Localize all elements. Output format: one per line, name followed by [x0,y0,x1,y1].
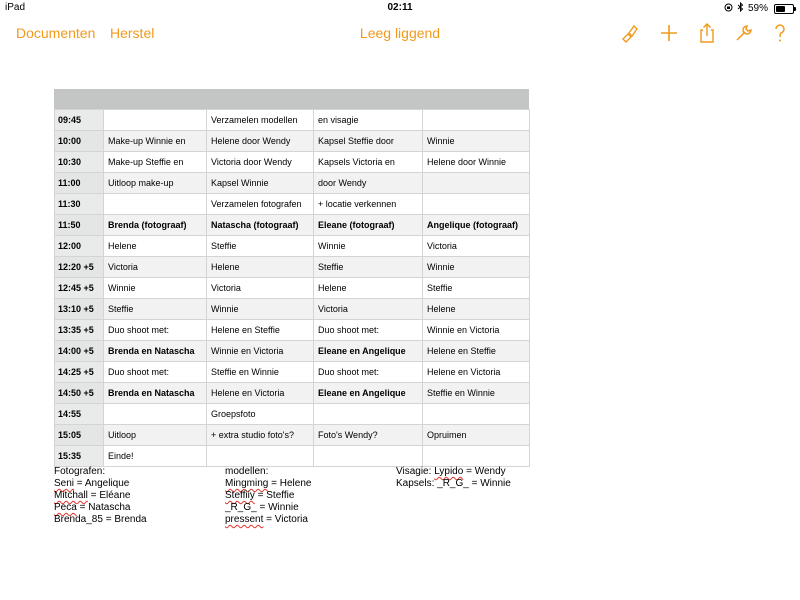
legend-visagie [396,466,511,490]
table-body [55,110,530,467]
table-cell[interactable]: Uitloop [104,425,207,446]
time-cell[interactable]: 15:35 [55,446,104,467]
table-cell[interactable] [207,446,314,467]
table-cell[interactable] [423,446,530,467]
legend-fotografen [54,466,147,526]
table-cell[interactable]: Winnie [423,131,530,152]
legend-modellen [225,466,311,526]
battery-icon [774,4,794,14]
table-row [55,257,530,278]
table-row [55,446,530,467]
table-row [55,152,530,173]
table-cell[interactable]: Uitloop make-up [104,173,207,194]
table-row [55,194,530,215]
table-cell[interactable]: Winnie [207,299,314,320]
device-name: iPad [5,2,26,13]
time-cell[interactable]: 13:35 +5 [55,320,104,341]
table-cell[interactable]: Helene [314,278,423,299]
table-cell[interactable]: Duo shoot met: [314,320,423,341]
table-cell[interactable] [423,110,530,131]
status-bar [0,0,800,16]
bluetooth-icon [737,2,744,15]
table-cell[interactable]: Helene en Victoria [423,362,530,383]
legend-heading: modellen: [225,466,269,477]
table-cell[interactable]: Kapsels Victoria en [314,152,423,173]
table-row [55,404,530,425]
help-icon[interactable] [769,22,791,44]
table-cell[interactable]: Kapsel Steffie door [314,131,423,152]
table-row [55,278,530,299]
table-cell[interactable]: Brenda (fotograaf) [104,215,207,236]
table-cell[interactable]: Winnie en Victoria [207,341,314,362]
documents-button[interactable]: Documenten [16,25,96,41]
table-cell[interactable]: Winnie [104,278,207,299]
legend-item: Peca = Natascha [54,502,131,513]
table-cell[interactable]: Brenda en Natascha [104,341,207,362]
table-cell[interactable]: Victoria [104,257,207,278]
table-cell[interactable]: Steffie [207,236,314,257]
table-cell[interactable]: Winnie en Victoria [423,320,530,341]
table-cell[interactable]: Helene door Wendy [207,131,314,152]
table-cell[interactable] [423,173,530,194]
table-cell[interactable] [423,404,530,425]
table-cell[interactable]: + extra studio foto's? [207,425,314,446]
wrench-icon[interactable] [733,22,755,44]
table-cell[interactable]: Opruimen [423,425,530,446]
table-cell[interactable]: Eleane (fotograaf) [314,215,423,236]
table-cell[interactable]: Eleane en Angelique [314,341,423,362]
time-cell[interactable]: 11:00 [55,173,104,194]
table-cell[interactable]: Victoria [314,299,423,320]
time-cell[interactable]: 11:30 [55,194,104,215]
legend-item: Seni = Angelique [54,478,130,489]
table-cell[interactable]: Einde! [104,446,207,467]
lock-rotation-icon [724,3,733,15]
time-cell[interactable]: 14:55 [55,404,104,425]
format-brush-icon[interactable] [619,22,641,44]
time-cell[interactable]: 13:10 +5 [55,299,104,320]
table-cell[interactable]: Helene en Victoria [207,383,314,404]
table-cell[interactable]: Groepsfoto [207,404,314,425]
table-cell[interactable]: Foto's Wendy? [314,425,423,446]
table-cell[interactable] [423,194,530,215]
table-row [55,299,530,320]
table-cell[interactable]: Steffie [104,299,207,320]
time-cell[interactable]: 14:50 +5 [55,383,104,404]
table-row [55,110,530,131]
time-cell[interactable]: 12:20 +5 [55,257,104,278]
table-cell[interactable]: Brenda en Natascha [104,383,207,404]
table-cell[interactable]: Helene door Winnie [423,152,530,173]
table-cell[interactable]: Make-up Steffie en [104,152,207,173]
table-row [55,173,530,194]
table-cell[interactable]: Natascha (fotograaf) [207,215,314,236]
legend-item: Kapsels: _R_G_ = Winnie [396,478,511,489]
document-title[interactable]: Leeg liggend [359,25,441,41]
battery-percent: 59% [747,3,768,14]
table-cell[interactable]: Helene en Steffie [207,320,314,341]
share-icon[interactable] [696,22,718,44]
table-cell[interactable]: Steffie en Winnie [423,383,530,404]
undo-button[interactable]: Herstel [110,25,155,41]
table-row [55,215,530,236]
table-cell[interactable]: Verzamelen modellen [207,110,314,131]
status-icons [724,2,794,15]
time-cell[interactable]: 15:05 [55,425,104,446]
time-cell[interactable]: 11:50 [55,215,104,236]
time-cell[interactable]: 14:25 +5 [55,362,104,383]
table-cell[interactable]: Eleane en Angelique [314,383,423,404]
table-cell[interactable]: Steffie [314,257,423,278]
table-cell[interactable]: Helene en Steffie [423,341,530,362]
table-cell[interactable]: Winnie [314,236,423,257]
time-cell[interactable]: 12:45 +5 [55,278,104,299]
table-cell[interactable]: Verzamelen fotografen [207,194,314,215]
table-cell[interactable]: Kapsel Winnie [207,173,314,194]
time-cell[interactable]: 10:30 [55,152,104,173]
legend-item: Visagie: Lypido = Wendy [396,466,506,477]
table-cell[interactable]: Steffie en Winnie [207,362,314,383]
table-cell[interactable]: door Wendy [314,173,423,194]
table-row [55,131,530,152]
table-cell[interactable]: Duo shoot met: [104,362,207,383]
table-cell[interactable] [104,404,207,425]
table-cell[interactable]: Victoria door Wendy [207,152,314,173]
schedule-table [54,89,529,467]
table-row [55,320,530,341]
table-row [55,362,530,383]
table-cell[interactable]: Helene [423,299,530,320]
toolbar [0,16,800,50]
table-cell[interactable]: + locatie verkennen [314,194,423,215]
legend-heading: Fotografen: [54,466,106,477]
table-row [55,236,530,257]
add-icon[interactable] [658,22,680,44]
table-cell[interactable]: Steffie [423,278,530,299]
table-cell[interactable]: en visagie [314,110,423,131]
table-header-bar[interactable] [54,89,529,109]
legend-item: Mingming = Helene [225,478,312,489]
table-cell[interactable] [314,404,423,425]
table-row [55,425,530,446]
table-cell[interactable]: Angelique (fotograaf) [423,215,530,236]
table-cell[interactable]: Victoria [207,278,314,299]
table-cell[interactable]: Duo shoot met: [314,362,423,383]
time-cell[interactable]: 14:00 +5 [55,341,104,362]
table-cell[interactable]: Helene [207,257,314,278]
legend-item: _R_G_ = Winnie [225,502,299,513]
time-cell[interactable]: 12:00 [55,236,104,257]
table-row [55,383,530,404]
table-cell[interactable] [314,446,423,467]
time-cell[interactable]: 10:00 [55,131,104,152]
table-cell[interactable]: Helene [104,236,207,257]
legend-item: Steffiiy = Steffie [225,490,295,501]
table-cell[interactable] [104,194,207,215]
table-row [55,341,530,362]
table-cell[interactable]: Victoria [423,236,530,257]
table-cell[interactable]: Duo shoot met: [104,320,207,341]
table-cell[interactable] [104,110,207,131]
battery-level [776,6,785,12]
time-cell[interactable]: 09:45 [55,110,104,131]
legend-item: pressent = Victoria [225,514,308,525]
legend-item: Mitchall = Eléane [54,490,131,501]
table-cell[interactable]: Make-up Winnie en [104,131,207,152]
clock: 02:11 [387,2,413,13]
legend-item: Brenda_85 = Brenda [54,514,147,525]
table-cell[interactable]: Winnie [423,257,530,278]
